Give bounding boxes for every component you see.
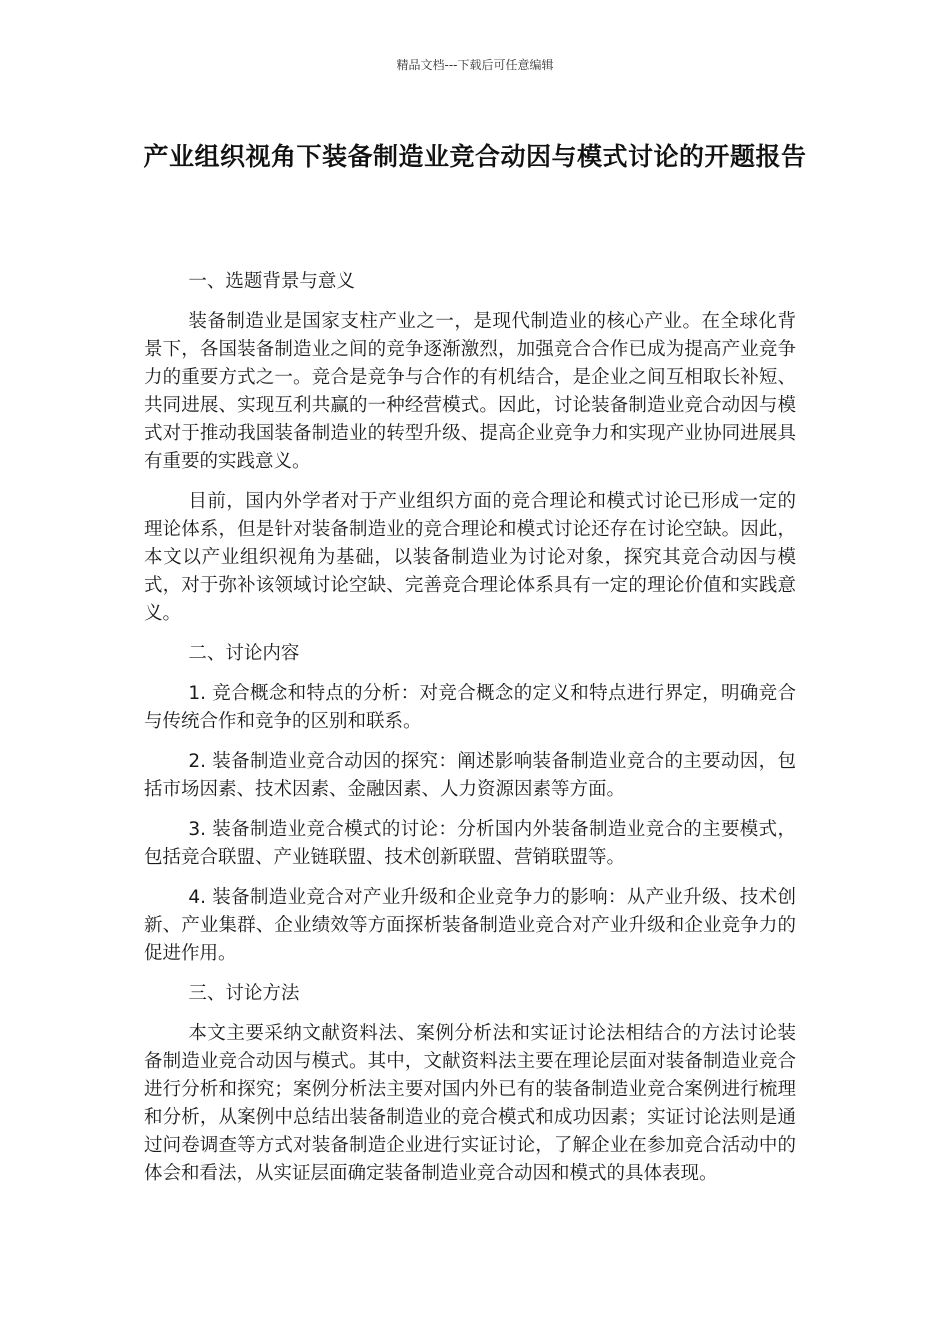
list-item: 4. 装备制造业竞合对产业升级和企业竞争力的影响：从产业升级、技术创新、产业集群、企业绩效等方面探析装备制造业竞合对产业升级和企业竞争力的促进作用。	[144, 887, 796, 964]
section-heading-method: 三、讨论方法	[188, 983, 300, 1004]
document-body	[144, 268, 796, 1200]
document-title: 产业组织视角下装备制造业竞合动因与模式讨论的开题报告	[143, 142, 807, 171]
list-item: 1. 竞合概念和特点的分析：对竞合概念的定义和特点进行界定，明确竞合与传统合作和竞争的区别和联系。	[144, 683, 796, 732]
header-note: 精品文档---下载后可任意编辑	[396, 58, 554, 72]
section-heading-background: 一、选题背景与意义	[188, 271, 355, 292]
paragraph: 目前，国内外学者对于产业组织方面的竞合理论和模式讨论已形成一定的理论体系，但是针对装备制造业的竞合理论和模式讨论还存在讨论空缺。因此，本文以产业组织视角为基础，以装备制造业为讨论对象，探究其竞合动因与模式，对于弥补该领域讨论空缺、完善竞合理论体系具有一定的理论价值和实践意义。	[144, 491, 796, 624]
list-item: 3. 装备制造业竞合模式的讨论：分析国内外装备制造业竞合的主要模式，包括竞合联盟、产业链联盟、技术创新联盟、营销联盟等。	[144, 819, 796, 868]
list-item: 2. 装备制造业竞合动因的探究：阐述影响装备制造业竞合的主要动因，包括市场因素、技术因素、金融因素、人力资源因素等方面。	[144, 751, 796, 800]
paragraph: 装备制造业是国家支柱产业之一，是现代制造业的核心产业。在全球化背景下，各国装备制造业之间的竞争逐渐激烈，加强竞合合作已成为提高产业竞争力的重要方式之一。竞合是竞争与合作的有机结合，是企业之间互相取长补短、共同进展、实现互利共赢的一种经营模式。因此，讨论装备制造业竞合动因与模式对于推动我国装备制造业的转型升级、提高企业竞争力和实现产业协同进展具有重要的实践意义。	[144, 311, 796, 472]
paragraph: 本文主要采纳文献资料法、案例分析法和实证讨论法相结合的方法讨论装备制造业竞合动因与模式。其中，文献资料法主要在理论层面对装备制造业竞合进行分析和探究；案例分析法主要对国内外已有的装备制造业竞合案例进行梳理和分析，从案例中总结出装备制造业的竞合模式和成功因素；实证讨论法则是通过问卷调查等方式对装备制造企业进行实证讨论，了解企业在参加竞合活动中的体会和看法，从实证层面确定装备制造业竞合动因和模式的具体表现。	[144, 1023, 796, 1184]
section-heading-content: 二、讨论内容	[188, 643, 300, 664]
